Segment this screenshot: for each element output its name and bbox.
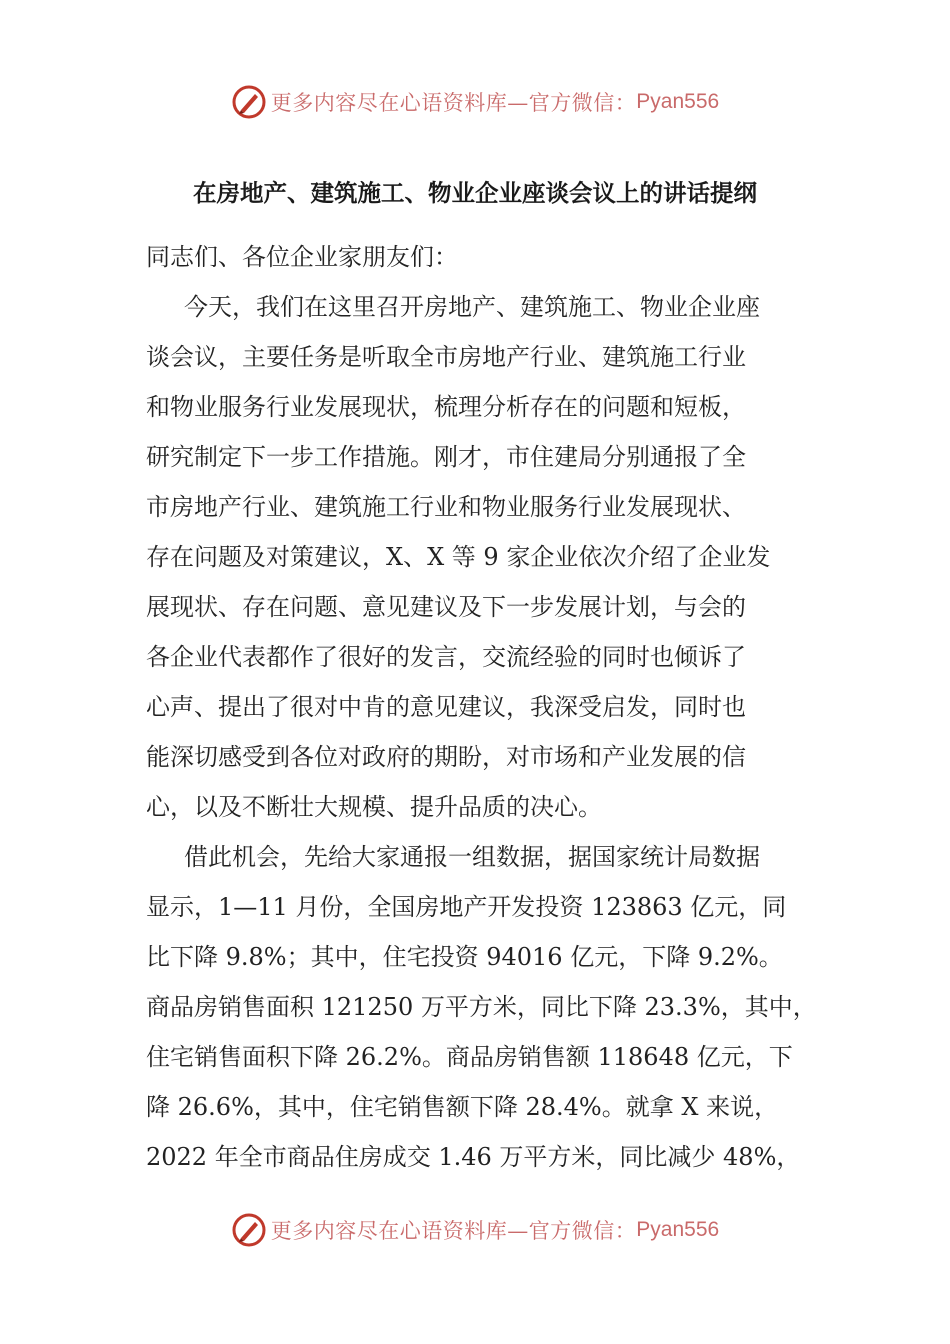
body-line: 能深切感受到各位对政府的期盼，对市场和产业发展的信	[146, 743, 746, 771]
body-line: 今天，我们在这里召开房地产、建筑施工、物业企业座	[184, 293, 760, 321]
banner-text: 更多内容尽在心语资料库—官方微信：	[270, 1219, 637, 1243]
body-line: 和物业服务行业发展现状，梳理分析存在的问题和短板，	[146, 393, 746, 421]
body-line: 降 26.6%，其中，住宅销售额下降 28.4%。就拿 X 来说，	[146, 1093, 779, 1121]
body-line: 心，以及不断壮大规模、提升品质的决心。	[146, 793, 602, 821]
header-watermark-banner	[0, 80, 950, 124]
body-line: 研究制定下一步工作措施。刚才，市住建局分别通报了全	[146, 443, 746, 471]
body-line: 各企业代表都作了很好的发言，交流经验的同时也倾诉了	[146, 643, 746, 671]
body-line: 比下降 9.8%；其中，住宅投资 94016 亿元，下降 9.2%。	[146, 943, 783, 971]
body-line: 商品房销售面积 121250 万平方米，同比下降 23.3%，其中，	[146, 993, 817, 1021]
speech-body	[146, 232, 826, 1182]
footer-watermark-banner	[0, 1208, 950, 1252]
body-line: 心声、提出了很对中肯的意见建议，我深受启发，同时也	[146, 693, 746, 721]
document-title: 在房地产、建筑施工、物业企业座谈会议上的讲话提纲	[193, 179, 757, 207]
body-line: 展现状、存在问题、意见建议及下一步发展计划，与会的	[146, 593, 746, 621]
body-line: 2022 年全市商品住房成交 1.46 万平方米，同比减少 48%，	[146, 1143, 801, 1171]
banner-wechat-id: Pyan556	[636, 1218, 720, 1241]
body-line: 借此机会，先给大家通报一组数据，据国家统计局数据	[184, 843, 760, 871]
body-line: 住宅销售面积下降 26.2%。商品房销售额 118648 亿元，下	[146, 1043, 793, 1071]
salutation-line: 同志们、各位企业家朋友们：	[146, 243, 458, 271]
banner-text: 更多内容尽在心语资料库—官方微信：	[270, 91, 637, 115]
body-line: 谈会议，主要任务是听取全市房地产行业、建筑施工行业	[146, 343, 746, 371]
pen-logo-icon	[231, 1212, 267, 1248]
pen-logo-icon	[231, 84, 267, 120]
body-line: 显示，1—11 月份，全国房地产开发投资 123863 亿元，同	[146, 893, 787, 921]
banner-wechat-id: Pyan556	[636, 90, 720, 113]
body-line: 存在问题及对策建议，X、X 等 9 家企业依次介绍了企业发	[146, 543, 771, 571]
body-line: 市房地产行业、建筑施工行业和物业服务行业发展现状、	[146, 493, 746, 521]
